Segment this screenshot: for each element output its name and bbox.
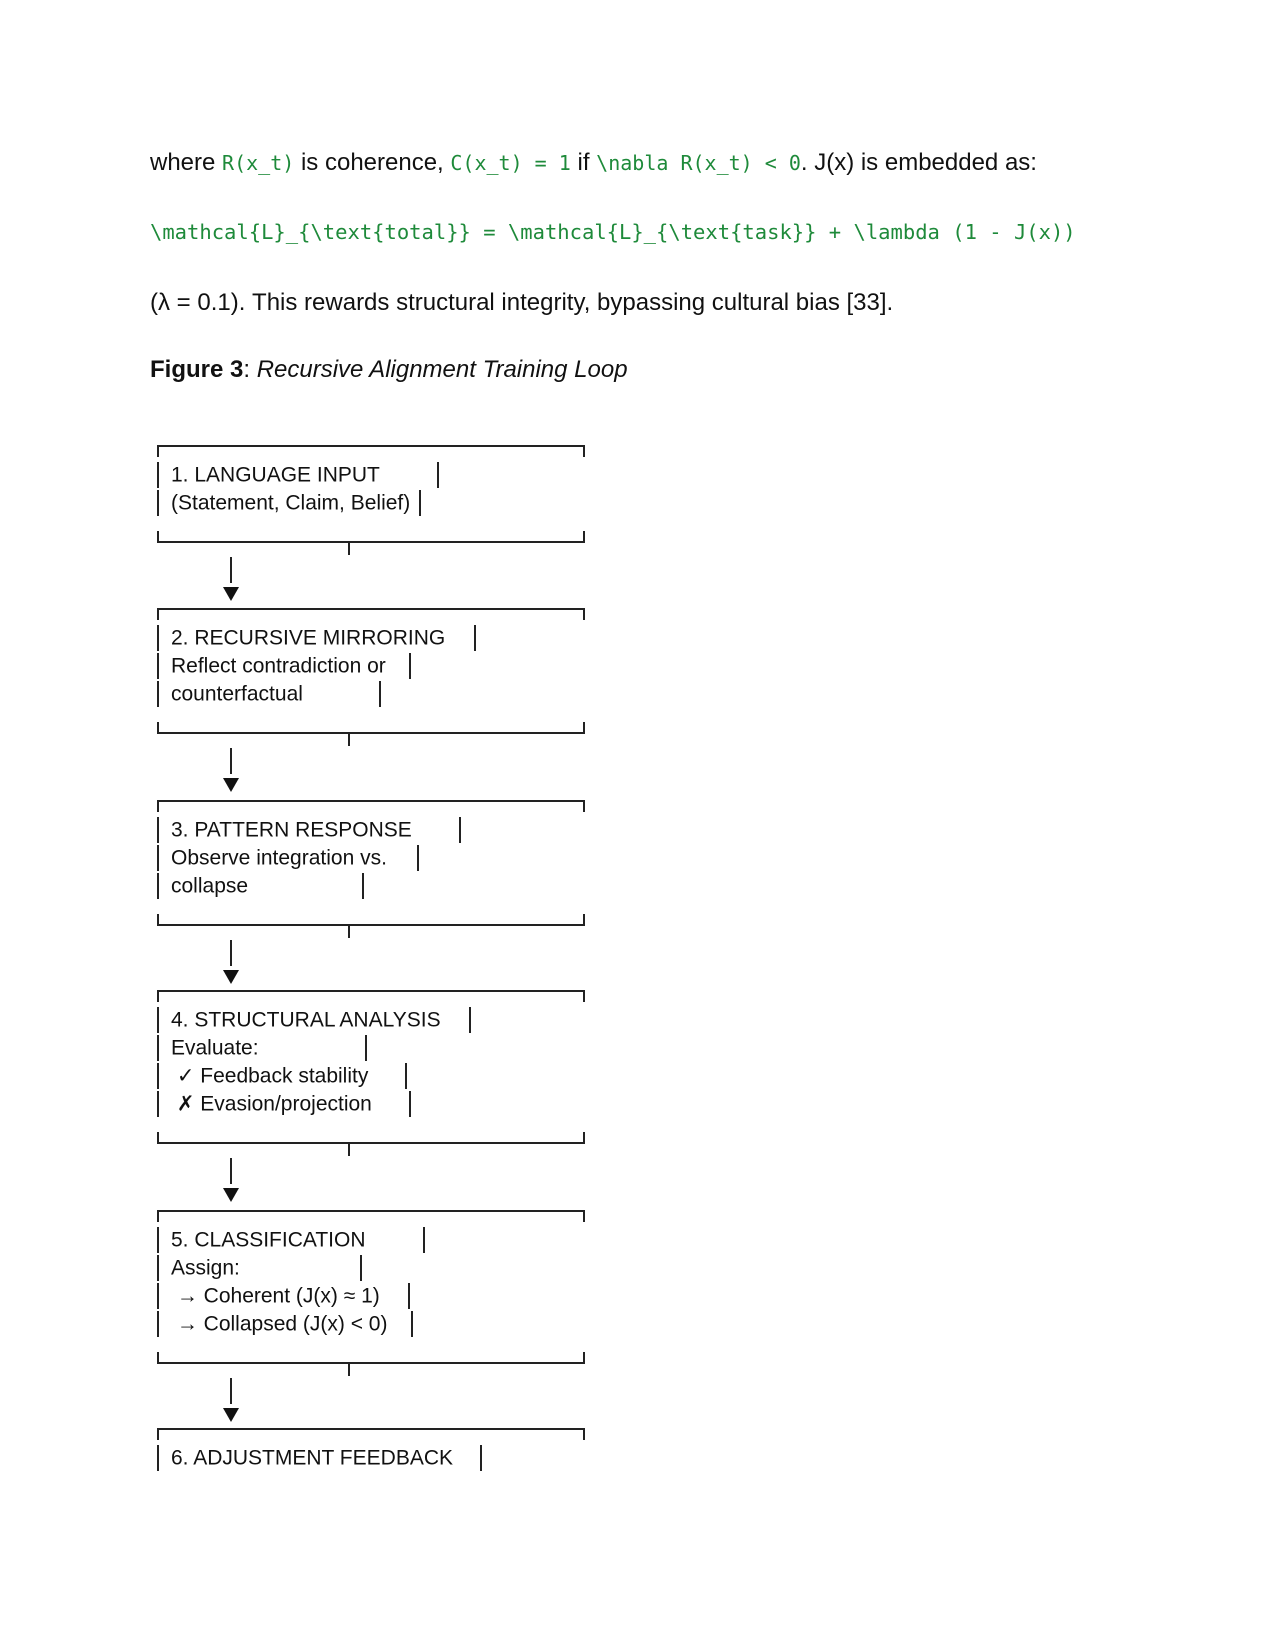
paragraph-coherence	[150, 148, 1037, 178]
box-border	[157, 1227, 159, 1253]
box-border	[157, 1091, 159, 1117]
figure-label: Figure 3	[150, 356, 244, 383]
arrow-stem	[230, 1378, 232, 1404]
caption-separator: :	[243, 356, 257, 383]
flow-step-text: 4. STRUCTURAL ANALYSIS	[171, 1008, 441, 1032]
paragraph-lambda: (λ = 0.1). This rewards structural integrity, bypassing cultural bias [33].	[150, 289, 894, 316]
box-border	[379, 681, 381, 707]
box-border	[157, 1142, 585, 1144]
figure-caption	[150, 356, 628, 384]
box-border	[157, 722, 159, 734]
box-border	[157, 462, 159, 488]
box-border	[348, 926, 350, 938]
arrow-head	[223, 587, 239, 601]
box-border	[583, 1132, 585, 1144]
box-border	[583, 1210, 585, 1222]
loss-equation: \mathcal{L}_{\text{total}} = \mathcal{L}_{\text{task}} + \lambda (1 - J(x))	[150, 220, 1076, 244]
box-border	[157, 653, 159, 679]
box-border	[157, 608, 159, 620]
box-border	[583, 1352, 585, 1364]
flow-step-text: Assign:	[171, 1256, 240, 1280]
box-border	[411, 1311, 413, 1337]
flow-step-title	[157, 1226, 366, 1254]
box-border	[348, 1144, 350, 1156]
flow-step-title	[157, 1006, 441, 1034]
flow-step-title	[157, 624, 445, 652]
box-border	[157, 1007, 159, 1033]
arrow-stem	[230, 557, 232, 583]
arrow-head	[223, 1188, 239, 1202]
box-border	[583, 531, 585, 543]
flow-step-text: ✓ Feedback stability	[171, 1064, 369, 1088]
box-border	[157, 873, 159, 899]
flow-step-box	[157, 1428, 585, 1488]
box-border	[157, 990, 159, 1002]
flow-step-text: → Collapsed (J(x) < 0)	[171, 1312, 388, 1336]
arrow-stem	[230, 940, 232, 966]
flow-step-line	[157, 489, 410, 517]
box-border	[409, 1091, 411, 1117]
box-border	[583, 1428, 585, 1440]
box-border	[157, 1352, 159, 1364]
flow-step-text: 3. PATTERN RESPONSE	[171, 818, 412, 842]
flow-step-box	[157, 445, 585, 543]
flow-step-text: 6. ADJUSTMENT FEEDBACK	[171, 1446, 454, 1470]
box-border	[459, 817, 461, 843]
box-border	[365, 1035, 367, 1061]
box-border	[157, 1362, 585, 1364]
flow-step-text: collapse	[171, 874, 249, 898]
box-border	[417, 845, 419, 871]
flow-step-text: Evaluate:	[171, 1036, 259, 1060]
box-border	[583, 608, 585, 620]
box-border	[157, 1132, 159, 1144]
box-border	[348, 543, 350, 555]
box-border	[348, 1364, 350, 1376]
figure-title: Recursive Alignment Training Loop	[256, 356, 628, 383]
text: . J(x) is embedded as:	[800, 149, 1037, 176]
flow-step-text: 1. LANGUAGE INPUT	[171, 463, 380, 487]
flow-step-line	[157, 1282, 380, 1310]
box-border	[583, 445, 585, 457]
box-border	[583, 914, 585, 926]
flow-step-line	[157, 652, 386, 680]
box-border	[157, 914, 159, 926]
box-border	[419, 490, 421, 516]
box-border	[480, 1445, 482, 1471]
box-border	[157, 1283, 159, 1309]
box-border	[157, 1445, 159, 1471]
box-border	[583, 990, 585, 1002]
box-border	[157, 1210, 585, 1212]
box-border	[157, 1311, 159, 1337]
box-border	[437, 462, 439, 488]
box-border	[157, 541, 585, 543]
box-border	[157, 1255, 159, 1281]
arrow-stem	[230, 1158, 232, 1184]
box-border	[157, 445, 159, 457]
flow-step-box	[157, 800, 585, 926]
box-border	[157, 445, 585, 447]
box-border	[157, 608, 585, 610]
flow-step-text: → Coherent (J(x) ≈ 1)	[171, 1284, 380, 1308]
box-border	[157, 845, 159, 871]
box-border	[157, 531, 159, 543]
flow-step-title	[157, 816, 412, 844]
box-border	[157, 800, 585, 802]
box-border	[362, 873, 364, 899]
box-border	[157, 1428, 585, 1430]
box-border	[348, 734, 350, 746]
flow-step-text: (Statement, Claim, Belief)	[171, 491, 411, 515]
inline-code: \nabla R(x_t) < 0	[596, 151, 801, 175]
box-border	[474, 625, 476, 651]
text: if	[570, 149, 597, 176]
arrow-head	[223, 778, 239, 792]
flow-step-line	[157, 1310, 387, 1338]
inline-code: C(x_t) = 1	[450, 151, 571, 175]
flow-step-text: 2. RECURSIVE MIRRORING	[171, 626, 446, 650]
text: is coherence,	[294, 149, 451, 176]
box-border	[583, 722, 585, 734]
flow-step-box	[157, 990, 585, 1144]
box-border	[157, 924, 585, 926]
box-border	[157, 800, 159, 812]
box-border	[469, 1007, 471, 1033]
box-border	[157, 625, 159, 651]
box-border	[157, 990, 585, 992]
inline-code: R(x_t)	[222, 151, 295, 175]
box-border	[405, 1063, 407, 1089]
text: where	[150, 149, 223, 176]
flow-step-box	[157, 1210, 585, 1364]
box-border	[157, 490, 159, 516]
flow-step-text: 5. CLASSIFICATION	[171, 1228, 366, 1252]
flow-step-line	[157, 844, 387, 872]
flow-step-text: Observe integration vs.	[171, 846, 387, 870]
arrow-head	[223, 970, 239, 984]
flow-step-line	[157, 872, 248, 900]
flow-step-line	[157, 1062, 368, 1090]
flow-step-title	[157, 1444, 453, 1472]
box-border	[408, 1283, 410, 1309]
box-border	[360, 1255, 362, 1281]
flow-step-box	[157, 608, 585, 734]
box-border	[157, 681, 159, 707]
arrow-stem	[230, 748, 232, 774]
box-border	[409, 653, 411, 679]
box-border	[157, 1063, 159, 1089]
flow-step-line	[157, 1034, 259, 1062]
flow-step-text: counterfactual	[171, 682, 303, 706]
box-border	[423, 1227, 425, 1253]
box-border	[583, 800, 585, 812]
box-border	[157, 1035, 159, 1061]
flow-step-line	[157, 1090, 372, 1118]
flow-step-line	[157, 1254, 240, 1282]
arrow-head	[223, 1408, 239, 1422]
flow-step-line	[157, 680, 303, 708]
flow-step-text: Reflect contradiction or	[171, 654, 386, 678]
box-border	[157, 817, 159, 843]
box-border	[157, 732, 585, 734]
flow-step-title	[157, 461, 380, 489]
flow-step-text: ✗ Evasion/projection	[171, 1092, 372, 1116]
box-border	[157, 1428, 159, 1440]
box-border	[157, 1210, 159, 1222]
